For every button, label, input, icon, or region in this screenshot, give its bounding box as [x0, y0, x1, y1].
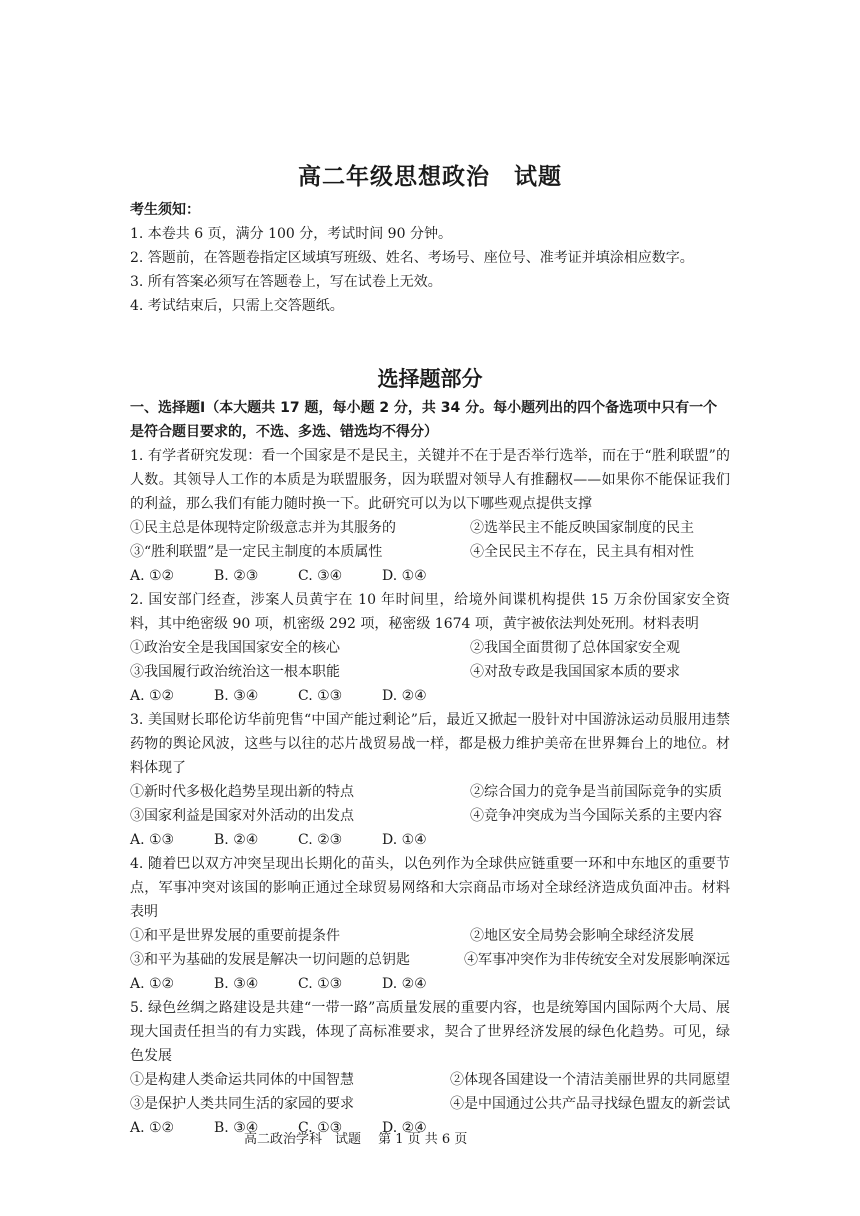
answer-choice: B. ②④	[214, 832, 259, 848]
question-2	[130, 588, 730, 708]
answer-choice: B. ③④	[214, 1120, 259, 1136]
answer-choice: D. ②④	[382, 976, 427, 992]
answer-choice: B. ②③	[214, 568, 259, 584]
notice-item: 4. 考试结束后，只需上交答题纸。	[130, 298, 344, 314]
page-title: 高二年级思想政治 试题	[298, 164, 562, 190]
page-footer: 高二政治学科 试题 第 1 页 共 6 页	[244, 1132, 468, 1147]
answer-choice: C. ③④	[298, 568, 343, 584]
statement-option: ①和平是世界发展的重要前提条件	[130, 928, 340, 944]
statement-option: ②我国全面贯彻了总体国家安全观	[470, 640, 680, 656]
statement-option: ③是保护人类共同生活的家园的要求	[130, 1096, 354, 1112]
statement-option: ④是中国通过公共产品寻找绿色盟友的新尝试	[450, 1096, 730, 1112]
notice-item: 2. 答题前，在答题卷指定区域填写班级、姓名、考场号、座位号、准考证并填涂相应数字。	[130, 250, 694, 266]
statement-option: ①政治安全是我国国家安全的核心	[130, 640, 340, 656]
question-5	[130, 996, 730, 1140]
answer-choice: A. ①②	[130, 976, 175, 992]
section-instructions: 一、选择题Ⅰ（本大题共 17 题，每小题 2 分，共 34 分。每小题列出的四个备选项中只有一个是符合题目要求的，不选、多选、错选均不得分）	[130, 400, 718, 440]
notice-heading: 考生须知：	[130, 202, 200, 218]
statement-option: ②地区安全局势会影响全球经济发展	[470, 928, 694, 944]
statement-option: ②综合国力的竞争是当前国际竞争的实质	[470, 784, 722, 800]
question-3	[130, 708, 730, 852]
question-stem: 1. 有学者研究发现：看一个国家是不是民主，关键并不在于是否举行选举，而在于“胜利联盟”的人数。其领导人工作的本质是为联盟服务，因为联盟对领导人有推翻权——如果你不能保证我们的利益，那么我们有能力随时换一下。此研究可以为以下哪些观点提供支撑	[130, 448, 730, 512]
question-1	[130, 444, 730, 588]
question-stem: 5. 绿色丝绸之路建设是共建“一带一路”高质量发展的重要内容，也是统筹国内国际两个大局、展现大国责任担当的有力实践，体现了高标准要求，契合了世界经济发展的绿色化趋势。可见，绿色发展	[130, 1000, 730, 1064]
answer-choice: B. ③④	[214, 976, 259, 992]
statement-option: ④竞争冲突成为当今国际关系的主要内容	[470, 808, 722, 824]
statement-option: ④对敌专政是我国国家本质的要求	[470, 664, 680, 680]
exam-notice	[130, 198, 750, 318]
answer-choice: C. ①③	[298, 976, 343, 992]
statement-option: ①新时代多极化趋势呈现出新的特点	[130, 784, 354, 800]
section-title: 选择题部分	[377, 367, 483, 391]
statement-option: ③国家利益是国家对外活动的出发点	[130, 808, 354, 824]
question-list	[130, 444, 730, 1140]
statement-option: ③我国履行政治统治这一根本职能	[130, 664, 340, 680]
answer-choice: C. ①③	[298, 688, 343, 704]
statement-option: ③“胜利联盟”是一定民主制度的本质属性	[130, 544, 383, 560]
statement-option: ②选举民主不能反映国家制度的民主	[470, 520, 694, 536]
question-4	[130, 852, 730, 996]
answer-choice: B. ③④	[214, 688, 259, 704]
statement-option: ④军事冲突作为非传统安全对发展影响深远	[464, 952, 730, 968]
answer-choice: D. ②④	[382, 1120, 427, 1136]
answer-choice: D. ①④	[382, 568, 427, 584]
answer-choice: C. ②③	[298, 832, 343, 848]
notice-item: 3. 所有答案必须写在答题卷上，写在试卷上无效。	[130, 274, 442, 290]
answer-choice: D. ①④	[382, 832, 427, 848]
answer-choice: A. ①②	[130, 1120, 175, 1136]
answer-choice: D. ②④	[382, 688, 427, 704]
statement-option: ②体现各国建设一个清洁美丽世界的共同愿望	[450, 1072, 730, 1088]
answer-choice: A. ①②	[130, 688, 175, 704]
notice-item: 1. 本卷共 6 页，满分 100 分，考试时间 90 分钟。	[130, 226, 452, 242]
statement-option: ③和平为基础的发展是解决一切问题的总钥匙	[130, 952, 410, 968]
question-stem: 2. 国安部门经查，涉案人员黄宇在 10 年时间里，给境外间谍机构提供 15 万余份国家安全资料，其中绝密级 90 项，机密级 292 项，秘密级 1674 项，黄宇被依法判处死刑。材料表明	[130, 592, 730, 632]
statement-option: ①是构建人类命运共同体的中国智慧	[130, 1072, 354, 1088]
question-stem: 3. 美国财长耶伦访华前兜售“中国产能过剩论”后，最近又掀起一股针对中国游泳运动员服用违禁药物的舆论风波，这些与以往的芯片战贸易战一样，都是极力维护美帝在世界舞台上的地位。材料体现了	[130, 712, 730, 776]
question-stem: 4. 随着巴以双方冲突呈现出长期化的苗头，以色列作为全球供应链重要一环和中东地区的重要节点，军事冲突对该国的影响正通过全球贸易网络和大宗商品市场对全球经济造成负面冲击。材料表明	[130, 856, 730, 920]
answer-choice: A. ①②	[130, 568, 175, 584]
answer-choice: A. ①③	[130, 832, 175, 848]
statement-option: ①民主总是体现特定阶级意志并为其服务的	[130, 520, 396, 536]
answer-choice: C. ①③	[298, 1120, 343, 1136]
statement-option: ④全民民主不存在，民主具有相对性	[470, 544, 694, 560]
